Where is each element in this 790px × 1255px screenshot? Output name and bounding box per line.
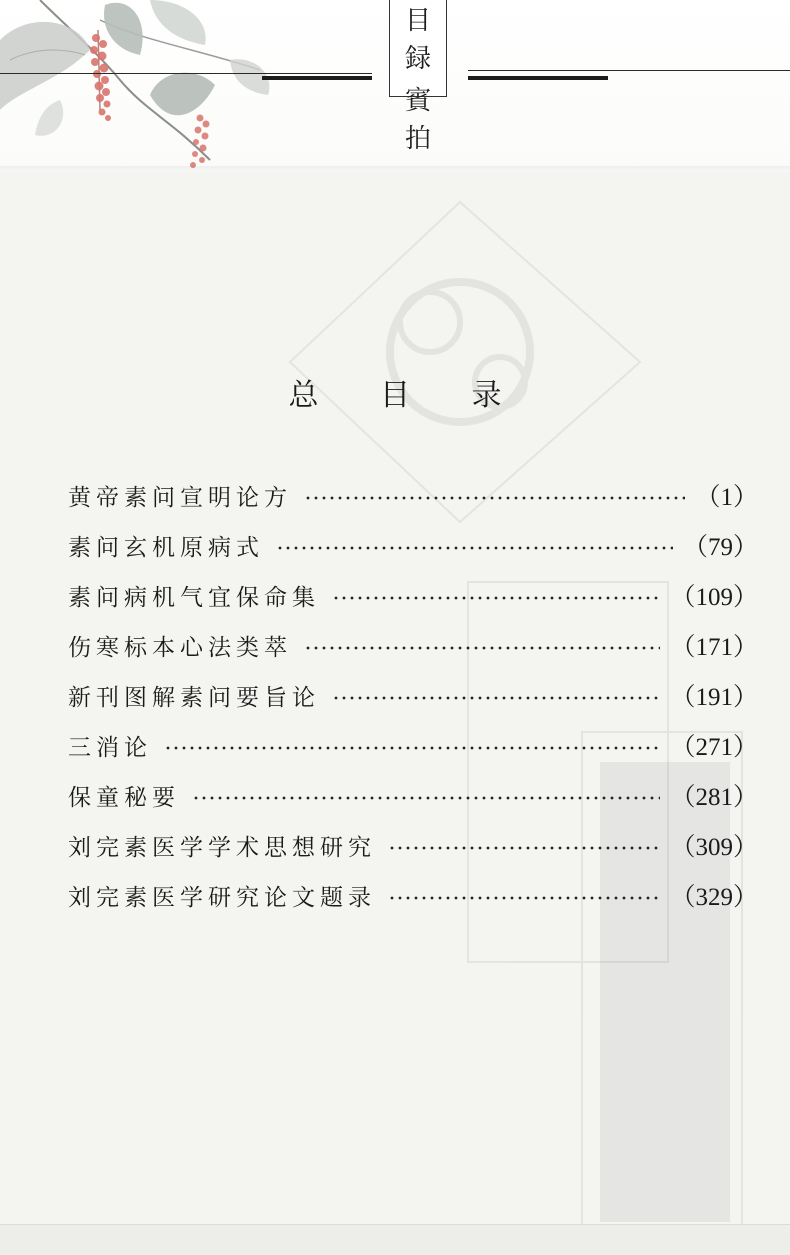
toc-leader-dots — [276, 546, 673, 550]
header-rule-left-thick — [262, 76, 372, 80]
toc-leader-dots — [332, 696, 660, 700]
toc-entry[interactable] — [68, 628, 758, 662]
title-char-3: 賓 — [404, 86, 431, 116]
toc-entry-page: （329） — [670, 884, 758, 911]
toc-entry-label: 刘完素医学学术思想研究 — [68, 834, 376, 861]
toc-entry[interactable] — [68, 778, 758, 812]
toc-entry-label: 伤寒标本心法类萃 — [68, 634, 292, 661]
toc-entry-page: （79） — [682, 534, 758, 561]
toc-entry-label: 保童秘要 — [68, 784, 180, 811]
title-char-4: 拍 — [404, 124, 431, 154]
book-page — [0, 172, 790, 1224]
toc-entry[interactable] — [68, 728, 758, 762]
toc-leader-dots — [388, 896, 660, 900]
toc-entry-page: （309） — [670, 834, 758, 861]
header-banner — [0, 0, 790, 172]
header-rule-right-thin — [468, 70, 790, 71]
title-char-2: 録 — [404, 44, 431, 74]
toc-entry-label: 三消论 — [68, 734, 152, 761]
toc-entry-page: （281） — [670, 784, 758, 811]
toc-entry[interactable] — [68, 828, 758, 862]
toc-leader-dots — [164, 746, 660, 750]
toc-entry[interactable] — [68, 478, 758, 512]
toc-entry-page: （171） — [670, 634, 758, 661]
toc-entry[interactable] — [68, 878, 758, 912]
toc-entry-page: （109） — [670, 584, 758, 611]
toc-entry-label: 素问病机气宜保命集 — [68, 584, 320, 611]
toc-entry-page: （271） — [670, 734, 758, 761]
toc-entry[interactable] — [68, 528, 758, 562]
header-rule-left-thin — [0, 73, 372, 74]
toc-entry-label: 黄帝素问宣明论方 — [68, 484, 292, 511]
toc-entry-label: 素问玄机原病式 — [68, 534, 264, 561]
toc-entry[interactable] — [68, 678, 758, 712]
berry-branch-illustration — [0, 0, 300, 172]
toc-leader-dots — [304, 496, 685, 500]
toc-entry[interactable] — [68, 578, 758, 612]
toc-leader-dots — [388, 846, 660, 850]
title-char-1: 目 — [404, 6, 431, 36]
toc-leader-dots — [304, 646, 660, 650]
toc-entry-label: 刘完素医学研究论文题录 — [68, 884, 376, 911]
toc-entry-label: 新刊图解素问要旨论 — [68, 684, 320, 711]
toc-entry-page: （191） — [670, 684, 758, 711]
toc-leader-dots — [332, 596, 660, 600]
toc-entry-page: （1） — [695, 484, 758, 511]
toc-heading: 总 目 录 — [288, 378, 528, 413]
toc-leader-dots — [192, 796, 660, 800]
header-rule-right-thick — [468, 76, 608, 80]
page-bottom-edge — [0, 1224, 790, 1255]
